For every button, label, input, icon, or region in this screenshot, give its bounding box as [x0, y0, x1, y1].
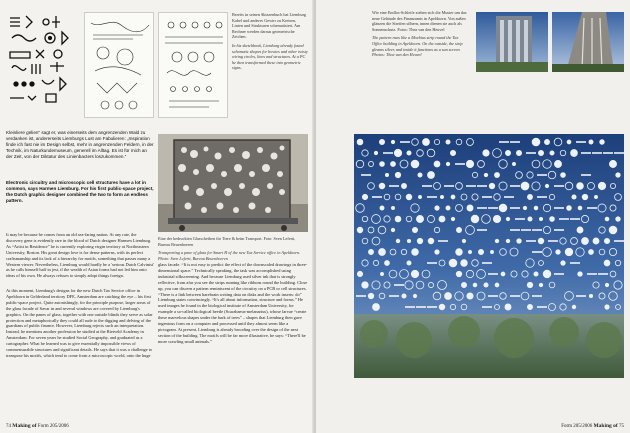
- photo-caption-english: Transporting a pane of glass for Smart H of the new Tax Service office in Apeldoorn. Photo: Sven Leferti, Bureau Beuenboeren: [158, 250, 301, 261]
- pattern-dot: [446, 206, 450, 210]
- pattern-dot: [506, 217, 509, 220]
- pattern-dot: [578, 272, 583, 277]
- right-footer: [561, 423, 624, 429]
- pattern-dot: [577, 183, 584, 190]
- pattern-dot: [605, 283, 608, 286]
- pattern-dot: [411, 160, 419, 168]
- pattern-dot: [534, 272, 538, 276]
- pattern-dot: [380, 272, 383, 275]
- pattern-dot: [543, 270, 551, 278]
- pattern-dot: [494, 172, 499, 177]
- pattern-dot: [516, 150, 521, 155]
- building-photo-1: [476, 12, 548, 72]
- pattern-dot: [417, 238, 422, 243]
- pattern-dot: [407, 261, 411, 265]
- pattern-dot: [401, 183, 406, 188]
- caption-german: Bereits in seinen Skizzenbuch hat Liemburg Kabel und anderes Gewirr zu Kreisen, Linien und Strukturen schematisiert. Am Rechner werden daraus geometrische Zeichen.: [232, 12, 306, 40]
- pattern-dot: [578, 206, 582, 210]
- brand-left: Making of: [12, 423, 37, 429]
- pattern-dot: [418, 195, 421, 198]
- pattern-dot: [571, 150, 578, 157]
- pattern-dot: [379, 249, 386, 256]
- pattern-dot: [379, 139, 384, 144]
- photo-caption: [158, 236, 308, 261]
- pattern-dot: [594, 195, 597, 198]
- pattern-dot: [550, 217, 555, 222]
- pattern-dot: [589, 140, 593, 144]
- pattern-dot: [456, 249, 463, 256]
- pattern-dot: [357, 271, 362, 276]
- pattern-dot: [572, 305, 576, 309]
- glass-pane-photo: [158, 134, 308, 232]
- body-text-1: It may be because he comes from an old sea-faring nation. At any rate, the discovery gene is evidently rare in the blood of Dutch designer Harmen Liemburg. As “Artist in Residence” he is currently exploring virgin territory at Northeastern University, Boston. His great design love is for dense patterns, with its perfect craftsmanship and its lack of a hierarchy for motifs, something that passes many a Western viewer. Nevertheless, Liemburg would hardly be a 'serious Dutch Calvinist' as he calls himself half in jest, if the wealth of Asian forms had not led him onto ideas of his own. He always refuses to simply adopt things foreign.: [6, 232, 154, 279]
- symbol-doodles-graphic: [6, 8, 76, 108]
- pattern-dot: [394, 149, 401, 156]
- building-photo-1-graphic: [476, 12, 548, 72]
- pattern-dot: [439, 304, 445, 310]
- pattern-dot: [609, 226, 617, 234]
- pattern-dot: [446, 162, 449, 165]
- pattern-dot: [572, 195, 576, 199]
- sketch-graphic-1: [85, 13, 155, 119]
- pattern-dot: [582, 194, 588, 200]
- pattern-dot: [411, 270, 418, 277]
- pattern-dot: [357, 227, 363, 233]
- pattern-dot: [544, 139, 549, 144]
- page-number-right: 75: [619, 424, 624, 429]
- pattern-dot: [534, 206, 538, 210]
- pattern-dot: [582, 238, 589, 245]
- pattern-dot: [473, 283, 477, 287]
- sketch-caption: [232, 12, 308, 71]
- tax-office-photo: [354, 134, 624, 378]
- pattern-dot: [501, 272, 505, 276]
- building-photo-2-graphic: [552, 12, 624, 72]
- pattern-dot: [561, 173, 566, 178]
- body-text-3: glass facade. “It is not easy to predict the effect of the downscaled drawings in three-dimensional space.” Technically speaking, the task was accomplished using industrial silkscreening. And because Liemburg used silver ink that is strongly reflective, from afar you see the strips running like ribbons round the building. Close up, you can discern a pattern reminiscent of the circuitry on a PCB or cell structures. “There is a link between harebrain writing data on disks and the work inserts: do” Liemburg states convincingly. “It's all about information, structure and forms.” He used images he found in the biological institute of Amsterdam University, for example a so-called biological beetle (Scarabaeus-melanarius), whose larvae “create these marvelous shapes under the bark of trees” – shapes that Liemburg then gave ingenious form on a computer and processed until they almost seem like a pictogram. At present, Liemburg is already brooding over the design of the next section of the building. The motifs will be far more illustrative, he says: “There'll be more crawling small animals.”: [158, 262, 308, 344]
- pattern-dot: [605, 305, 609, 309]
- pattern-dot: [567, 140, 571, 144]
- pattern-dot: [517, 239, 522, 244]
- pattern-dot: [413, 294, 416, 297]
- pattern-dot: [605, 217, 609, 221]
- pattern-dot: [598, 182, 605, 189]
- pattern-dot: [395, 216, 401, 222]
- brand-right: Making of: [593, 423, 618, 429]
- pattern-dot: [545, 184, 548, 187]
- pattern-dot: [467, 293, 473, 299]
- pattern-dot: [616, 173, 621, 178]
- pattern-dot: [521, 182, 529, 190]
- pattern-dot: [391, 162, 396, 167]
- pattern-dot: [528, 217, 532, 221]
- pattern-dot: [593, 238, 599, 244]
- tax-office-graphic: [354, 134, 624, 378]
- pattern-dot: [450, 150, 455, 155]
- issue-left: Form 205/2006: [37, 424, 69, 429]
- pattern-dot: [505, 304, 511, 310]
- pattern-dot: [506, 239, 510, 243]
- pattern-dot: [484, 173, 488, 177]
- pattern-dot: [527, 282, 532, 287]
- pattern-dot: [539, 217, 542, 220]
- pattern-dot: [391, 228, 394, 231]
- photo-caption-german: Eine der bedruckten Glasscheiben für Tiere & beim Transport. Foto: Sven Leferti, Bureau Beuenboeren: [158, 236, 296, 247]
- pattern-dot: [456, 271, 462, 277]
- pattern-dot: [391, 140, 394, 143]
- pattern-dot: [435, 250, 439, 254]
- pattern-dot: [616, 217, 621, 222]
- symbol-doodles: [6, 8, 76, 108]
- pattern-dot: [490, 250, 493, 253]
- pattern-dot: [561, 261, 565, 265]
- pattern-dot: [468, 250, 471, 253]
- pattern-dot: [461, 260, 468, 267]
- pattern-dot: [527, 194, 532, 199]
- pattern-dot: [539, 283, 543, 287]
- pattern-dot: [449, 259, 457, 267]
- pattern-dot: [538, 150, 543, 155]
- pattern-dot: [368, 293, 374, 299]
- pattern-dot: [402, 294, 406, 298]
- building-caption-german: Wie eine Endlos-Schleife ziehen sich die Muster um das neue Gebäude des Finanzamts in Apeldoorn. Von außen glänzen die Streifen silbern, innen dienen sie auch als Sonnenschutz. Fotos: Thea van den Heuvel: [372, 10, 467, 32]
- pattern-dot: [440, 195, 443, 198]
- pattern-dot: [385, 261, 390, 266]
- page-number-left: 74: [6, 424, 11, 429]
- pattern-dot: [391, 206, 394, 209]
- pattern-dot: [434, 161, 440, 167]
- intro-german: Kleinliere gelien" sagt er, was einerseits dem angrenzenden Wald zu verdanken ist, andererseits Liemburgs Lust am Fabulieren: „Inspiration finde ich fast nie im Design selbst, mehr in angrenzenden Feldern, in der Technik, im Naturkundemuseum, generell im Alltag. Es ist für mich an der Zeit, von der Diktatur des Linienbacters loszukommen.“: [6, 130, 154, 159]
- pattern-dot: [368, 249, 373, 254]
- pattern-dot: [538, 238, 544, 244]
- pattern-dot: [446, 140, 450, 144]
- pattern-dot: [451, 217, 454, 220]
- left-page: [0, 0, 314, 433]
- glass-pane-graphic: [158, 134, 308, 232]
- pattern-dot: [604, 238, 609, 243]
- pattern-dot: [550, 151, 554, 155]
- sketchbook-image-1: [84, 12, 154, 118]
- pattern-dot: [577, 227, 583, 233]
- pattern-dot: [362, 282, 369, 289]
- pattern-dot: [589, 250, 594, 255]
- pattern-dot: [600, 140, 605, 145]
- pattern-dot: [466, 160, 473, 167]
- pattern-dot: [532, 138, 540, 146]
- lead-english: Electronic circuitry and microscopic cell structures have a lot in common, says Harmen Liemburg. For his first public-space project, the Dutch graphic designer combined the two to form an endless pattern.: [6, 180, 154, 203]
- sketchbook-image-2: [158, 12, 228, 118]
- pattern-dot: [493, 215, 500, 222]
- pattern-dot: [374, 151, 377, 154]
- pattern-dot: [423, 139, 430, 146]
- body-text-2: At this moment, Liemburg's designs for the new Dutch Tax Service office in Apeldoorn in Gelderland territory DFE, Amsterdam are catching the eye – his first public-space project. Quite astonishingly, for the principle purpose, larger areas of the glass facade of Savar in and several windows are covered by Liemburg's graphics. On the panes of glass, together with one outside blinds they serve as solar protection and metaphorically they could all rude to the digging and delving of the guardians of public finance. However, Liemburg rejects such an interpretation. Instead, he mentions another profession he studied at the Rietveld Academy in Amsterdam. For seven years he studied Social Geography, and graduated as a cartographer. What he learned was to give essentially impossible views of commensurable structures and significant details. He says that it was a challenge to transpose his motifs, which tend to come from a microscopic world, onto the huge: [6, 288, 153, 358]
- pattern-dot: [439, 216, 445, 222]
- left-footer: [6, 423, 69, 429]
- building-caption-english: The pattern runs like a Moebius strip round the Tax Office building in Apeldoorn. On the outside, the strip gleams silver, and inside it functions as a sun screen. Photos: Thea van den Heuvel: [372, 35, 463, 58]
- pattern-dot: [380, 162, 385, 167]
- pattern-dot: [467, 205, 473, 211]
- pattern-dot: [428, 238, 434, 244]
- pattern-dot: [406, 194, 412, 200]
- pattern-dot: [445, 293, 452, 300]
- pattern-dot: [565, 248, 573, 256]
- pattern-dot: [396, 239, 400, 243]
- pattern-dot: [357, 139, 363, 145]
- pattern-dot: [380, 206, 384, 210]
- pattern-dot: [379, 183, 385, 189]
- issue-right: Form 205/2006: [561, 424, 593, 429]
- pattern-dot: [412, 227, 417, 232]
- pattern-dot: [462, 239, 465, 242]
- pattern-dot: [523, 206, 526, 209]
- pattern-dot: [505, 150, 510, 155]
- building-caption: [372, 10, 468, 58]
- pattern-dot: [395, 172, 400, 177]
- pattern-dot: [407, 239, 410, 242]
- pattern-dot: [407, 151, 411, 155]
- pattern-dot: [461, 282, 466, 287]
- pattern-dot: [362, 194, 367, 199]
- pattern-dot: [554, 160, 561, 167]
- pattern-dot: [495, 239, 499, 243]
- pattern-dot: [478, 249, 483, 254]
- pattern-dot: [589, 294, 592, 297]
- pattern-dot: [418, 173, 422, 177]
- pattern-dot: [527, 304, 532, 309]
- pattern-dot: [373, 304, 380, 311]
- pattern-dot: [512, 162, 515, 165]
- caption-english: In his sketchbook, Liemburg already found schematic shapes for bowtes and other twisty wiring circles, lines and structures. At a PC he then transformed these into geometric signs.: [232, 42, 308, 71]
- sketch-graphic-2: [159, 13, 229, 119]
- pattern-dot: [416, 215, 423, 222]
- right-page: [316, 0, 630, 433]
- pattern-dot: [609, 160, 616, 167]
- pattern-dot: [604, 260, 610, 266]
- pattern-dot: [456, 227, 461, 232]
- pattern-dot: [499, 204, 507, 212]
- pattern-dot: [471, 215, 479, 223]
- building-photo-2: [552, 12, 624, 72]
- pattern-dot: [385, 173, 388, 176]
- pattern-dot: [567, 206, 572, 211]
- pattern-dot: [483, 150, 489, 156]
- pattern-dot: [412, 249, 419, 256]
- pattern-dot: [495, 283, 499, 287]
- pattern-dot: [451, 195, 455, 199]
- pattern-dot: [556, 250, 561, 255]
- pattern-dot: [484, 283, 488, 287]
- pattern-dot: [428, 172, 435, 179]
- pattern-dot: [435, 206, 439, 210]
- pattern-dot: [489, 183, 494, 188]
